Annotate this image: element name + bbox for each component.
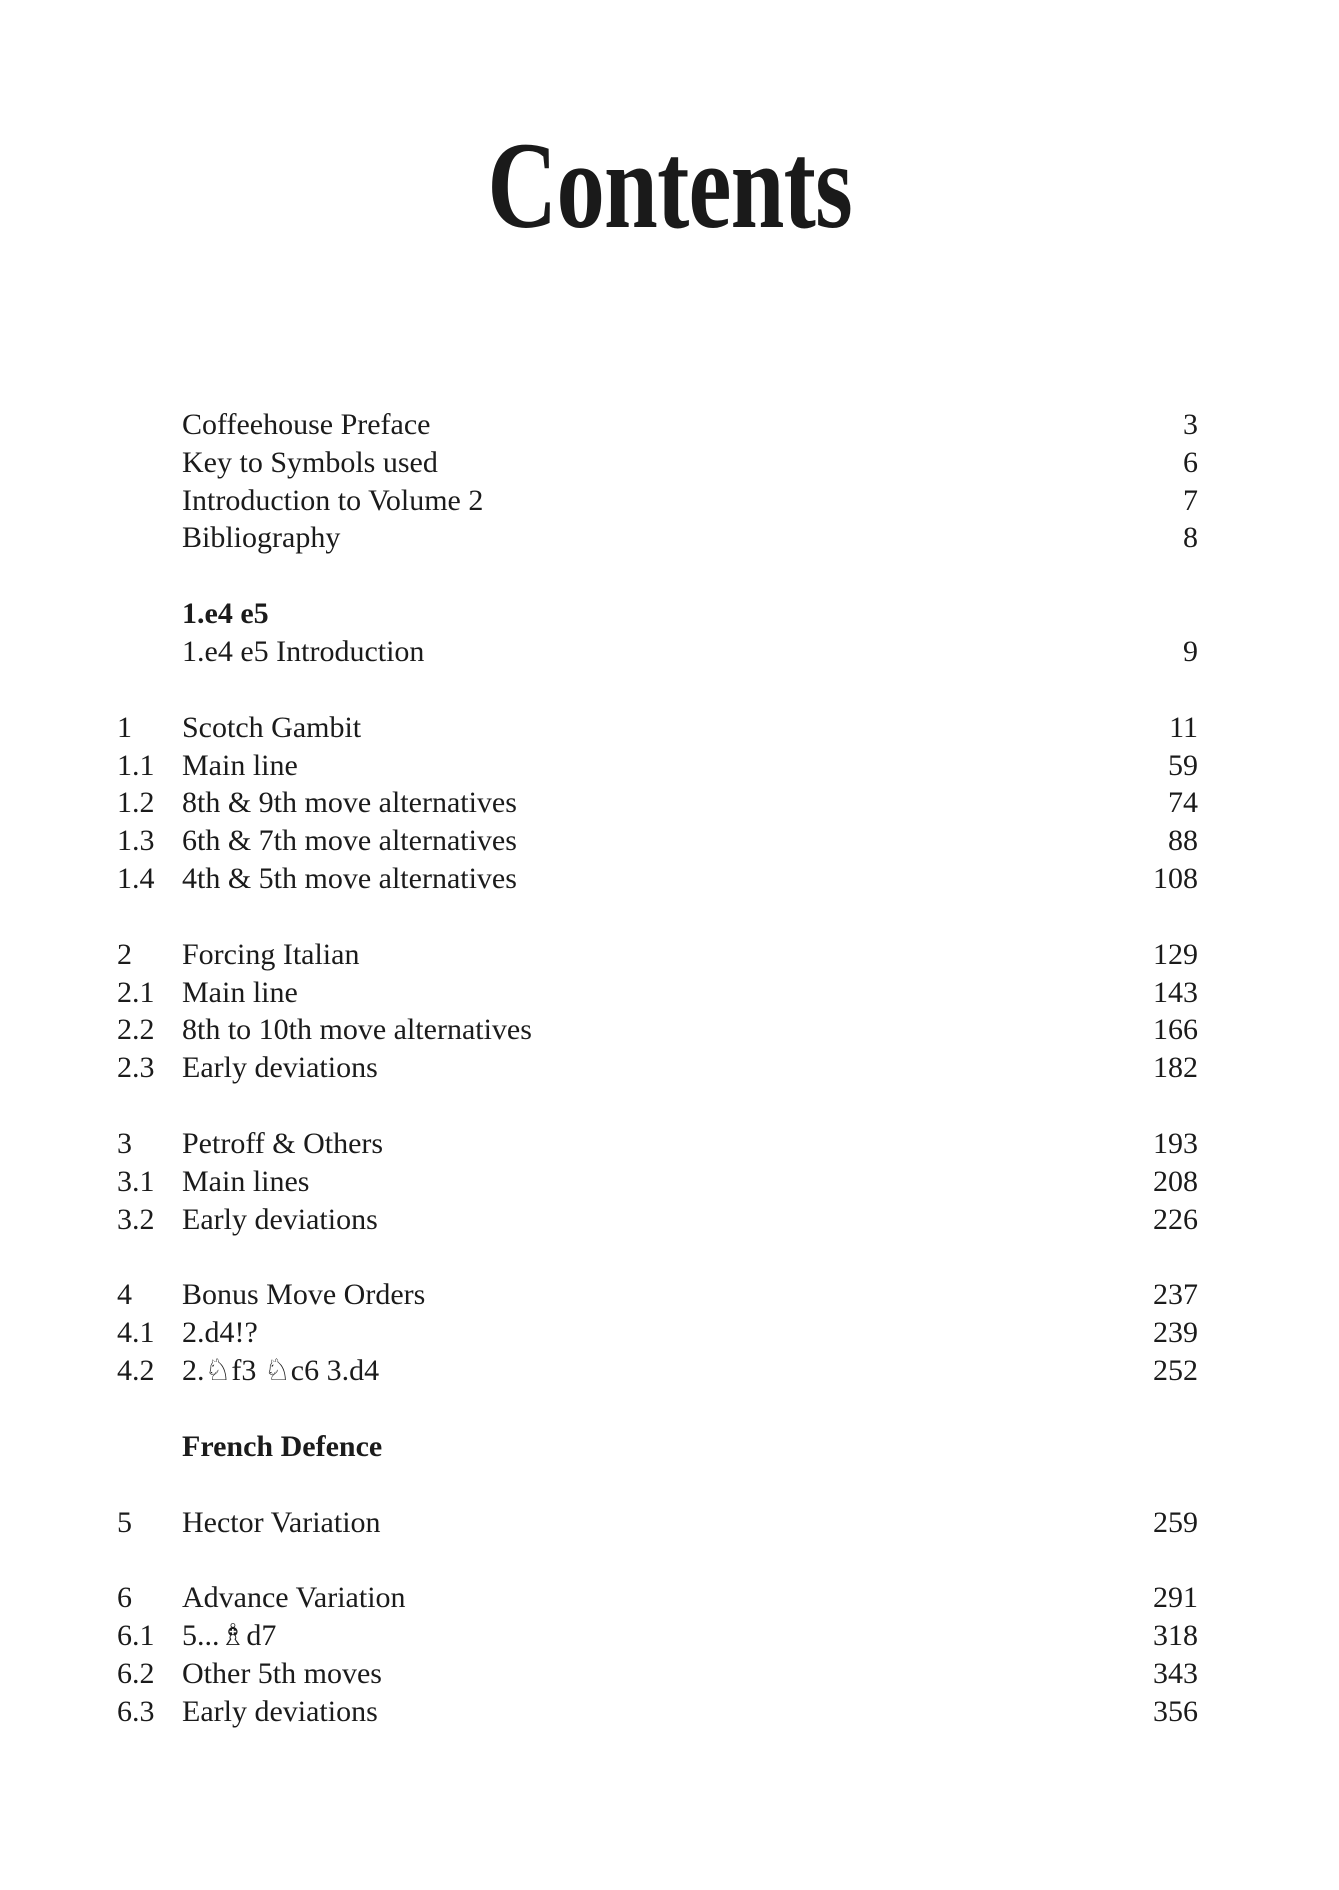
- chapter-number: 3: [117, 1126, 132, 1160]
- entry-page-number: 59: [1168, 748, 1198, 782]
- entry-title: Bonus Move Orders: [182, 1278, 426, 1312]
- chapter-number: 2.3: [117, 1051, 155, 1085]
- chapter-number: 1.1: [117, 748, 155, 782]
- entry-title-with-bishop-icon: 5...♗d7: [182, 1619, 277, 1653]
- chapter-6-section: [117, 1579, 1198, 1730]
- entry-page-number: 11: [1169, 710, 1198, 744]
- chapter-number: 1.2: [117, 786, 155, 820]
- entry-title: Main line: [182, 748, 298, 782]
- toc-row: [117, 1579, 1198, 1617]
- entry-page-number: 9: [1183, 634, 1198, 668]
- entry-title: Advance Variation: [182, 1581, 406, 1615]
- toc-row: [117, 709, 1198, 747]
- toc-row: [117, 1655, 1198, 1693]
- entry-page-number: 343: [1153, 1656, 1198, 1690]
- toc-row: [117, 1011, 1198, 1049]
- entry-page-number: 8: [1183, 521, 1198, 555]
- chapter-number: 1.3: [117, 824, 155, 858]
- entry-title: Scotch Gambit: [182, 710, 362, 744]
- entry-title: Bibliography: [182, 521, 341, 555]
- entry-title: Petroff & Others: [182, 1126, 384, 1160]
- toc-row: [117, 1125, 1198, 1163]
- entry-page-number: 7: [1183, 483, 1198, 517]
- entry-page-number: 6: [1183, 445, 1198, 479]
- page-title: [0, 117, 1339, 254]
- entry-page-number: 3: [1183, 408, 1198, 441]
- entry-page-number: 166: [1153, 1013, 1198, 1047]
- entry-title: 2.d4!?: [182, 1316, 258, 1350]
- table-of-contents: [117, 406, 1198, 1731]
- toc-row: [117, 1049, 1198, 1087]
- toc-row: [117, 1504, 1198, 1542]
- section-heading-row: [117, 1428, 1198, 1466]
- toc-row: [117, 860, 1198, 898]
- entry-page-number: 237: [1153, 1278, 1198, 1312]
- french-defence-heading-section: [117, 1428, 1198, 1466]
- entry-page-number: 239: [1153, 1316, 1198, 1350]
- chapter-number: 6.2: [117, 1656, 155, 1690]
- toc-row: [117, 633, 1198, 671]
- entry-page-number: 129: [1153, 937, 1198, 971]
- chapter-number: 4.2: [117, 1353, 155, 1387]
- chapter-number: 6.1: [117, 1619, 155, 1653]
- chapter-number: 6.3: [117, 1694, 155, 1728]
- entry-page-number: 318: [1153, 1619, 1198, 1653]
- entry-title: 4th & 5th move alternatives: [182, 861, 517, 895]
- toc-row: [117, 406, 1198, 444]
- toc-row: [117, 974, 1198, 1012]
- toc-row: [117, 1163, 1198, 1201]
- chapter-3-section: [117, 1125, 1198, 1238]
- entry-page-number: 252: [1153, 1353, 1198, 1387]
- chapter-number: 4.1: [117, 1316, 155, 1350]
- chapter-number: 5: [117, 1505, 132, 1539]
- chapter-1-section: [117, 709, 1198, 898]
- entry-title: 8th & 9th move alternatives: [182, 786, 517, 820]
- chapter-number: 2.2: [117, 1013, 155, 1047]
- e4e5-section: [117, 595, 1198, 671]
- entry-page-number: 291: [1153, 1581, 1198, 1615]
- chapter-number: 1: [117, 710, 132, 744]
- entry-title: Main line: [182, 975, 298, 1009]
- chapter-number: 2: [117, 937, 132, 971]
- toc-row: [117, 822, 1198, 860]
- chapter-number: 3.1: [117, 1164, 155, 1198]
- toc-row: [117, 747, 1198, 785]
- entry-page-number: 88: [1168, 824, 1198, 858]
- entry-title: Key to Symbols used: [182, 445, 438, 479]
- entry-title-with-knight-icons: 2.♘f3 ♘c6 3.d4: [182, 1353, 380, 1387]
- toc-row: [117, 444, 1198, 482]
- toc-row: [117, 1201, 1198, 1239]
- entry-page-number: 108: [1153, 861, 1198, 895]
- chapter-number: 4: [117, 1278, 132, 1312]
- entry-title: Forcing Italian: [182, 937, 360, 971]
- chapter-4-section: [117, 1276, 1198, 1389]
- entry-title: Early deviations: [182, 1202, 378, 1236]
- toc-row: [117, 1314, 1198, 1352]
- entry-page-number: 208: [1153, 1164, 1198, 1198]
- entry-title: Coffeehouse Preface: [182, 408, 431, 441]
- chapter-number: 3.2: [117, 1202, 155, 1236]
- section-heading-row: [117, 595, 1198, 633]
- toc-row: [117, 1352, 1198, 1390]
- toc-row: [117, 1693, 1198, 1731]
- toc-row: [117, 1617, 1198, 1655]
- toc-row: [117, 519, 1198, 557]
- entry-page-number: 193: [1153, 1126, 1198, 1160]
- entry-title: Early deviations: [182, 1051, 378, 1085]
- chapter-number: 1.4: [117, 861, 155, 895]
- toc-row: [117, 482, 1198, 520]
- entry-title: Main lines: [182, 1164, 310, 1198]
- entry-title: Early deviations: [182, 1694, 378, 1728]
- chapter-5-section: [117, 1504, 1198, 1542]
- chapter-2-section: [117, 936, 1198, 1087]
- page-title-text: Contents: [487, 117, 852, 254]
- chapter-number: 6: [117, 1581, 132, 1615]
- entry-page-number: 226: [1153, 1202, 1198, 1236]
- section-heading: 1.e4 e5: [182, 597, 269, 631]
- front-matter-section: [117, 406, 1198, 557]
- toc-row: [117, 784, 1198, 822]
- entry-page-number: 74: [1168, 786, 1198, 820]
- toc-row: [117, 936, 1198, 974]
- entry-page-number: 259: [1153, 1505, 1198, 1539]
- toc-row: [117, 1276, 1198, 1314]
- entry-title: 6th & 7th move alternatives: [182, 824, 517, 858]
- entry-page-number: 143: [1153, 975, 1198, 1009]
- entry-title: 8th to 10th move alternatives: [182, 1013, 532, 1047]
- section-heading: French Defence: [182, 1429, 383, 1463]
- entry-title: Introduction to Volume 2: [182, 483, 484, 517]
- entry-page-number: 182: [1153, 1051, 1198, 1085]
- entry-page-number: 356: [1153, 1694, 1198, 1728]
- entry-title: 1.e4 e5 Introduction: [182, 634, 425, 668]
- entry-title: Other 5th moves: [182, 1656, 382, 1690]
- entry-title: Hector Variation: [182, 1505, 381, 1539]
- chapter-number: 2.1: [117, 975, 155, 1009]
